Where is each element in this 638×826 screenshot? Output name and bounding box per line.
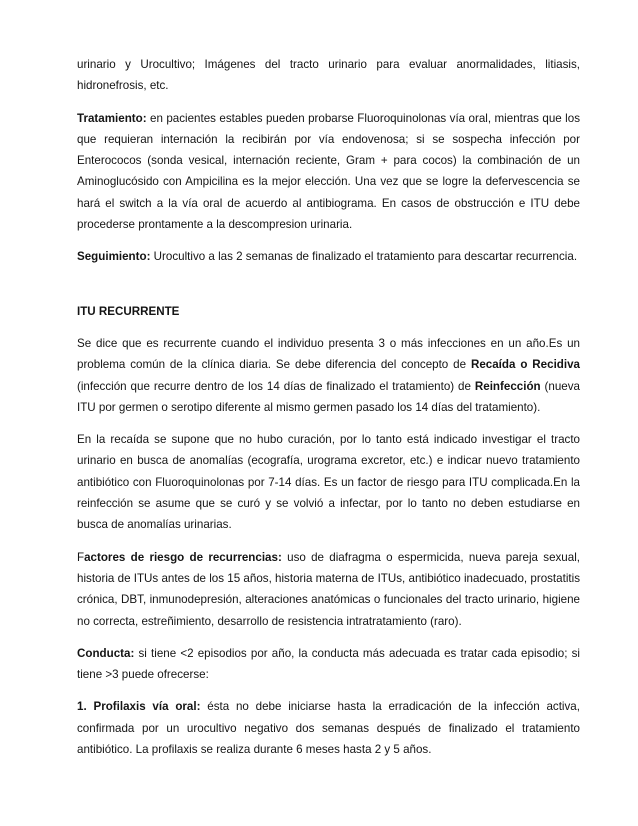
definition-text-3: (nueva ITU por germen o serotipo diferente al mismo germen pasado los 14 días del tratamiento). bbox=[77, 379, 580, 414]
relapse-term: Recaída o Recidiva bbox=[470, 358, 580, 372]
prophylaxis-text: ésta no debe iniciarse hasta la erradicación de la infección activa, confirmada por un urocultivo negativo dos semanas después de finalizado el tratamiento antibiótico. La profilaxis se realiza durante 6 meses hasta 2 y 5 años. bbox=[77, 700, 580, 757]
risk-factors-text: uso de diafragma o espermicida, nueva pareja sexual, historia de ITUs antes de los 15 años, historia materna de ITUs, antibiótico inadecuado, prostatitis crónica, DBT, inmunodepresión, alteraciones anatómicas o funcionales del tracto urinario, higiene no correcta, estreñimiento, desarrollo de resistencia intratratamiento (raro). bbox=[77, 550, 581, 628]
document-page bbox=[77, 54, 580, 771]
paragraph-diagnosis-continuation bbox=[77, 54, 580, 97]
reinfection-term: Reinfección bbox=[474, 379, 541, 393]
paragraph-prophylaxis bbox=[77, 696, 580, 760]
paragraph-follow-up bbox=[77, 246, 580, 267]
relapse-text: En la recaída se supone que no hubo curación, por lo tanto está indicado investigar el tracto urinario en busca de anomalías (ecografía, urograma excretor, etc.) e indicar nuevo tratamiento antibiótico con Fluoroquinolonas por 7-14 días. Es un factor de riesgo para ITU complicada.En la reinfección se asume que se curó y se volvió a infectar, por lo tanto no deben estudiarse en busca de anomalías urinarias. bbox=[77, 433, 580, 532]
paragraph-treatment bbox=[77, 108, 580, 236]
paragraph-relapse bbox=[77, 429, 580, 535]
definition-text-1: Se dice que es recurrente cuando el individuo presenta 3 o más infecciones en un año.Es un problema común de la clínica diaria. Se debe diferencia del concepto de bbox=[77, 336, 580, 372]
risk-factors-label-initial: F bbox=[77, 550, 85, 564]
paragraph-risk-factors bbox=[77, 547, 580, 632]
conduct-label: Conducta: bbox=[77, 646, 135, 660]
definition-text-2: (infección que recurre dentro de los 14 días de finalizado el tratamiento) de bbox=[77, 379, 475, 393]
paragraph-text: urinario y Urocultivo; Imágenes del tracto urinario para evaluar anormalidades, litiasis, hidronefrosis, etc. bbox=[77, 58, 580, 93]
paragraph-conduct bbox=[77, 643, 580, 686]
follow-up-text: Urocultivo a las 2 semanas de finalizado el tratamiento para descartar recurrencia. bbox=[150, 250, 578, 264]
treatment-label: Tratamiento: bbox=[77, 111, 147, 125]
prophylaxis-label: 1. Profilaxis vía oral: bbox=[77, 700, 201, 714]
risk-factors-label: actores de riesgo de recurrencias: bbox=[84, 550, 282, 564]
section-heading: ITU RECURRENTE bbox=[77, 304, 180, 318]
conduct-text: si tiene <2 episodios por año, la conducta más adecuada es tratar cada episodio; si tiene >3 puede ofrecerse: bbox=[77, 646, 580, 682]
treatment-text: en pacientes estables pueden probarse Fluoroquinolonas vía oral, mientras que los que requieran internación la recibirán por vía endovenosa; si se sospecha infección por Enterococos (sonda vesical, internación reciente, Gram + para cocos) la combinación de un Aminoglucósido con Ampicilina es la mejor elección. Una vez que se logre la defervescencia se hará el switch a la vía oral de acuerdo al antibiograma. En casos de obstrucción e ITU debe procederse prontamente a la descompresion urinaria. bbox=[77, 111, 580, 232]
follow-up-label: Seguimiento: bbox=[77, 250, 151, 264]
paragraph-recurrent-definition bbox=[77, 333, 580, 418]
